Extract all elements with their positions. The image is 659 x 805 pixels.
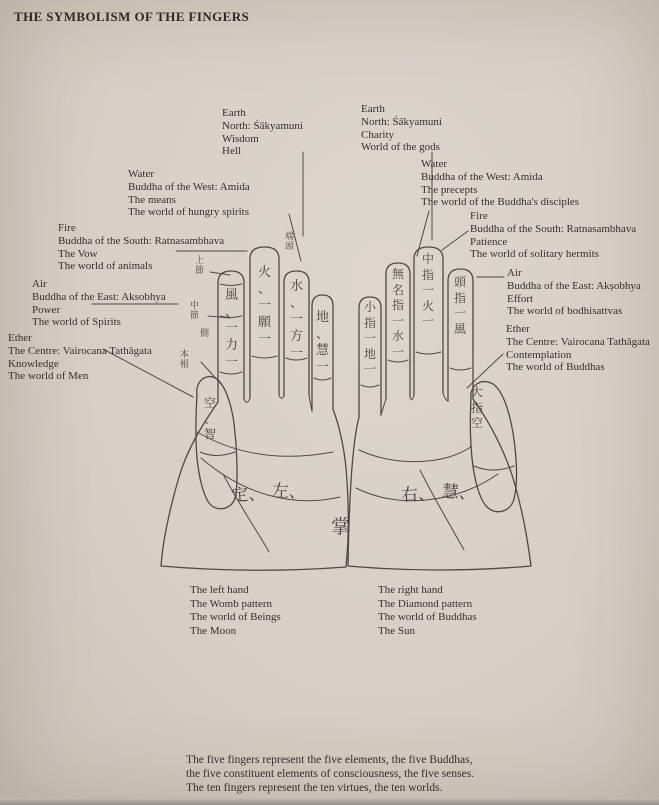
annotation-air-right-line: Buddha of the East: Akṣobhya bbox=[507, 279, 641, 292]
left-index-finger-label-line: 一 bbox=[224, 321, 238, 337]
right-middle-finger-label-line: 一 bbox=[421, 314, 434, 329]
annotation-ether-right-line: Contemplation bbox=[506, 348, 572, 361]
annotation-air-right-line: The world of bodhisattvas bbox=[507, 305, 623, 318]
label-finger-tip-line: 頭 bbox=[284, 242, 294, 253]
annotation-earth-left bbox=[222, 107, 303, 158]
right-middle-finger-label-line: 中 bbox=[421, 252, 434, 266]
left-index-finger-label-line: 力 bbox=[224, 337, 238, 353]
left-ring-finger-label-line: 水 bbox=[289, 279, 303, 294]
right-palm-char-wisdom: 慧、 bbox=[441, 481, 477, 505]
left-index-finger-label-line: 風 bbox=[224, 288, 238, 303]
left-middle-finger-label-line: 、 bbox=[257, 281, 271, 297]
right-thumb-label bbox=[470, 386, 484, 430]
right-ring-finger-label-line: 指 bbox=[391, 298, 404, 313]
label-joint-middle-line: 中 bbox=[189, 301, 199, 311]
closing-paragraph-line: The five fingers represent the five elements, the five Buddhas, bbox=[186, 754, 473, 766]
left-palm-char-left: 左、 bbox=[271, 481, 307, 503]
label-joint-root-line: 根 bbox=[179, 360, 189, 371]
annotation-water-left-line: The means bbox=[128, 193, 176, 206]
label-joint-upper-line: 上 bbox=[194, 256, 204, 266]
annotation-water-left bbox=[128, 168, 250, 219]
closing-paragraph-line: The ten fingers represent the ten virtues, the ten worlds. bbox=[186, 782, 443, 794]
annotation-fire-left-line: Buddha of the South: Ratnasambhava bbox=[58, 234, 225, 247]
annotation-earth-right bbox=[361, 103, 442, 154]
annotation-water-right-line: The precepts bbox=[421, 183, 478, 196]
annotation-water-right-line: Water bbox=[421, 158, 447, 170]
left-middle-finger-label-line: 火 bbox=[257, 265, 271, 280]
right-thumb-label-line: 空 bbox=[470, 416, 483, 431]
right-hand-outline bbox=[348, 247, 531, 570]
right-ring-finger-label-line: 一 bbox=[391, 313, 404, 328]
right-middle-finger-label-line: 火 bbox=[421, 298, 434, 313]
label-joint-middle-line: 節 bbox=[189, 311, 199, 322]
annotation-earth-right-line: World of the gods bbox=[361, 141, 440, 154]
annotation-water-right-line: The world of the Buddha's disciples bbox=[421, 196, 580, 209]
right-middle-finger-label bbox=[421, 253, 435, 328]
label-joint-side-line: 側 bbox=[199, 329, 209, 339]
label-joint-root-line: 本 bbox=[179, 350, 189, 360]
annotation-fire-left-line: Fire bbox=[58, 222, 76, 234]
annotation-fire-right-line: Patience bbox=[470, 235, 508, 248]
annotation-water-right-line: Buddha of the West: Amida bbox=[421, 170, 543, 183]
annotation-air-left bbox=[32, 278, 166, 329]
left-ring-finger-label-line: 、 bbox=[289, 295, 303, 311]
left-index-finger-label-line: 一 bbox=[224, 354, 238, 370]
left-index-finger-label-line: 、 bbox=[224, 304, 238, 320]
right-ring-finger-label-line: 無 bbox=[391, 267, 404, 281]
left-middle-finger-label-line: 一 bbox=[257, 298, 271, 314]
label-joint-root bbox=[179, 351, 190, 371]
annotation-ether-right-line: The Centre: Vairocana Tathāgata bbox=[506, 335, 650, 348]
annotation-earth-right-line: North: Śākyamuni bbox=[361, 115, 442, 128]
annotation-ether-left-line: The world of Men bbox=[8, 370, 89, 383]
left-index-finger-label bbox=[224, 289, 239, 369]
annotation-fire-left-line: The Vow bbox=[58, 247, 98, 260]
left-hand-caption-line: The Womb pattern bbox=[190, 597, 273, 610]
left-middle-finger-label-line: 願 bbox=[257, 314, 271, 330]
label-joint-upper-line: 節 bbox=[194, 266, 204, 277]
left-ring-finger-label-line: 一 bbox=[289, 345, 303, 361]
right-ring-finger-label-line: 水 bbox=[391, 329, 404, 344]
left-ring-finger-label bbox=[289, 280, 304, 360]
right-index-finger-label-line: 一 bbox=[453, 306, 466, 321]
annotation-air-left-line: The world of Spirits bbox=[32, 316, 121, 329]
annotation-fire-right-line: Buddha of the South: Ratnasambhava bbox=[470, 222, 637, 235]
annotation-ether-left bbox=[8, 332, 152, 383]
right-ring-finger-label-line: 一 bbox=[391, 344, 404, 359]
left-hand-caption bbox=[190, 584, 281, 638]
right-palm-char-right: 右、 bbox=[400, 484, 436, 506]
left-thumb-label bbox=[203, 397, 217, 441]
right-index-finger-label-line: 頭 bbox=[453, 275, 466, 289]
left-thumb-label-line: 空 bbox=[203, 396, 216, 410]
annotation-fire-right bbox=[470, 210, 636, 261]
closing-paragraph bbox=[186, 753, 474, 795]
annotation-ether-left-line: Ether bbox=[8, 332, 32, 344]
annotation-ether-right-line: The world of Buddhas bbox=[506, 361, 605, 374]
left-little-finger-label-line: 、 bbox=[315, 326, 329, 342]
right-hand-caption bbox=[378, 584, 477, 638]
annotation-air-left-line: Power bbox=[32, 303, 61, 316]
annotation-earth-right-line: Earth bbox=[361, 103, 385, 115]
left-palm-char-meditation: 定、 bbox=[230, 483, 266, 507]
annotation-water-left-line: Buddha of the West: Amida bbox=[128, 180, 250, 193]
right-ring-finger-label-line: 名 bbox=[391, 282, 404, 297]
label-joint-middle bbox=[189, 302, 200, 322]
right-hand-caption-line: The world of Buddhas bbox=[378, 611, 477, 623]
annotation-air-right bbox=[507, 267, 641, 318]
left-ring-finger-label-line: 方 bbox=[289, 328, 303, 344]
right-thumb-label-line: 指 bbox=[470, 400, 483, 415]
label-finger-tip bbox=[284, 233, 295, 253]
right-middle-finger-label-line: 一 bbox=[421, 283, 434, 298]
annotation-water-left-line: The world of hungry spirits bbox=[128, 206, 249, 219]
right-little-finger-label-line: 一 bbox=[363, 362, 376, 377]
left-middle-finger-label bbox=[257, 266, 272, 346]
annotation-fire-left-line: The world of animals bbox=[58, 260, 153, 273]
right-little-finger-label-line: 一 bbox=[363, 331, 376, 346]
right-middle-finger-label-line: 指 bbox=[421, 267, 434, 282]
right-little-finger-label-line: 地 bbox=[363, 346, 376, 361]
annotation-ether-left-line: Knowledge bbox=[8, 357, 59, 370]
left-thumb-label-line: 智 bbox=[203, 427, 216, 442]
label-joint-side bbox=[199, 330, 210, 339]
palm-char-palm: 掌 bbox=[331, 516, 351, 538]
annotation-earth-left-line: Earth bbox=[222, 107, 246, 119]
left-ring-finger-label-line: 一 bbox=[289, 312, 303, 328]
annotation-water-left-line: Water bbox=[128, 168, 154, 180]
left-little-finger-label bbox=[315, 311, 330, 375]
right-little-finger-label-line: 指 bbox=[363, 315, 376, 330]
right-little-finger-label bbox=[363, 301, 377, 376]
left-little-finger-label-line: 一 bbox=[315, 359, 329, 375]
closing-paragraph-line: the five constituent elements of consciousness, the five senses. bbox=[186, 768, 475, 780]
annotation-air-left-line: Buddha of the East: Aksobhya bbox=[32, 290, 166, 303]
left-middle-finger-label-line: 一 bbox=[257, 331, 271, 347]
annotation-air-right-line: Air bbox=[507, 267, 522, 279]
left-hand-outline bbox=[161, 247, 351, 570]
right-index-finger-label-line: 指 bbox=[453, 290, 466, 305]
annotation-ether-right-line: Ether bbox=[506, 323, 530, 335]
left-hand-caption-line: The Moon bbox=[190, 624, 237, 637]
right-index-finger-label bbox=[453, 276, 467, 335]
right-index-finger-label-line: 風 bbox=[453, 321, 466, 336]
right-hand-caption-line: The Diamond pattern bbox=[378, 597, 473, 610]
left-hand-caption-line: The left hand bbox=[190, 584, 249, 596]
annotation-earth-right-line: Charity bbox=[361, 128, 394, 141]
label-finger-tip-line: 端 bbox=[284, 232, 294, 242]
right-ring-finger-label bbox=[391, 268, 405, 359]
annotation-ether-left-line: The Centre: Vairocana Tathāgata bbox=[8, 344, 152, 357]
annotation-ether-right bbox=[506, 323, 650, 374]
page-title: THE SYMBOLISM OF THE FINGERS bbox=[14, 9, 250, 24]
right-hand-caption-line: The Sun bbox=[378, 624, 415, 637]
left-hand-caption-line: The world of Beings bbox=[190, 611, 281, 623]
annotation-earth-left-line: Wisdom bbox=[222, 132, 259, 145]
label-joint-upper bbox=[194, 257, 205, 277]
right-little-finger-label-line: 小 bbox=[363, 300, 376, 314]
right-hand-caption-line: The right hand bbox=[378, 584, 443, 596]
annotation-air-left-line: Air bbox=[32, 278, 47, 290]
annotation-air-right-line: Effort bbox=[507, 292, 534, 305]
annotation-earth-left-line: North: Śākyamuni bbox=[222, 119, 303, 132]
left-little-finger-label-line: 地 bbox=[315, 310, 329, 325]
left-thumb-label-line: 、 bbox=[203, 411, 216, 426]
left-little-finger-label-line: 慧 bbox=[315, 343, 329, 359]
annotation-fire-right-line: Fire bbox=[470, 210, 488, 222]
right-thumb-label-line: 大 bbox=[470, 385, 483, 399]
annotation-fire-right-line: The world of solitary hermits bbox=[470, 248, 599, 261]
annotation-earth-left-line: Hell bbox=[222, 145, 241, 158]
annotation-water-right bbox=[421, 158, 579, 209]
